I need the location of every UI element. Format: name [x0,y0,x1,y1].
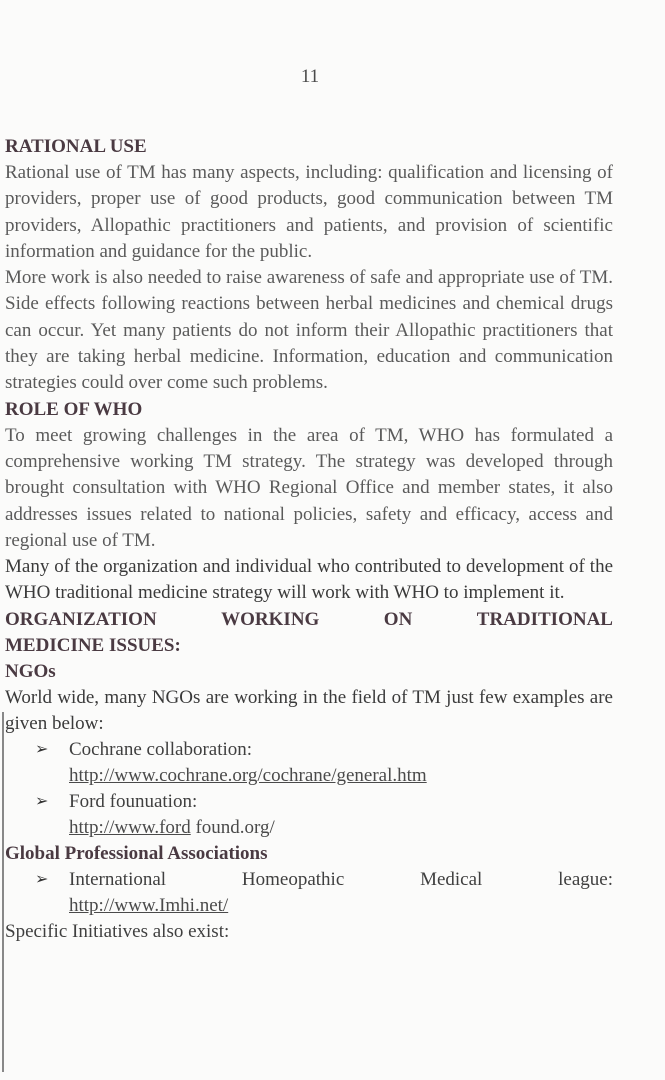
title-word: Homeopathic [241,869,345,891]
title-word: International [69,869,167,891]
ford-title: Ford founuation: [69,791,198,813]
arrow-bullet-icon: ➢ [35,793,49,811]
organizations-heading-word: WORKING [221,608,320,630]
role-of-who-paragraph-1: To meet growing challenges in the area of TM, WHO has formulated a comprehensive working TM strategy. The strategy was developed through brought consultation with WHO Regional Office and member states, it also addresses issues related to national policies, safety and efficacy, access and regional use of TM. [5,424,613,551]
organizations-heading-word: TRADITIONAL [476,608,613,630]
rational-use-heading: RATIONAL USE [5,136,147,157]
list-item-body [69,737,613,789]
rational-use-paragraph-1: Rational use of TM has many aspects, including: qualification and licensing of providers, proper use of good products, good communication between TM providers, Allopathic practitioners and patients, and provision of scientific information and guidance for the public. [5,162,613,262]
organizations-heading-line-2: MEDICINE ISSUES: [5,634,181,656]
cochrane-link[interactable]: http://www.cochrane.org/cochrane/general.htm [69,765,427,787]
homeopathic-league-title [69,867,613,893]
list-item [35,789,613,841]
ford-link-part-2: found.org/ [190,817,275,839]
global-associations-heading: Global Professional Associations [5,843,268,865]
list-item-body [69,867,613,919]
arrow-bullet-icon: ➢ [35,741,49,759]
page-number: 11 [300,66,320,87]
role-of-who-heading: ROLE OF WHO [5,398,143,420]
ford-link-part-1: http://www.ford [69,817,191,839]
organizations-heading [5,607,613,633]
list-item [35,867,613,919]
role-of-who-paragraph-2: Many of the organization and individual who contributed to development of the WHO traditional medicine strategy will work with WHO to implement it. [5,556,613,604]
ngos-intro: World wide, many NGOs are working in the field of TM just few examples are given below: [5,686,613,735]
margin-line [2,712,4,1072]
organizations-heading-word: ORGANIZATION [5,608,157,630]
list-item-body [69,789,613,841]
rational-use-paragraph-2: More work is also needed to raise awareness of safe and appropriate use of TM. Side effects following reactions between herbal medicines and chemical drugs can occur. Yet many patients do not inform their Allopathic practitioners that they are taking herbal medicine. Information, education and communication strategies could over come such problems. [5,267,613,394]
page-content [5,134,613,945]
list-item [35,737,613,789]
ford-link[interactable] [69,815,613,841]
cochrane-title: Cochrane collaboration: [69,739,253,761]
homeopathic-league-link[interactable]: http://www.Imhi.net/ [69,895,229,917]
ngos-heading: NGOs [5,660,56,682]
specific-initiatives-text: Specific Initiatives also exist: [5,921,230,943]
organizations-heading-word: ON [383,608,413,630]
title-word: Medical [420,869,483,891]
title-word: league: [558,869,613,891]
arrow-bullet-icon: ➢ [35,871,49,889]
